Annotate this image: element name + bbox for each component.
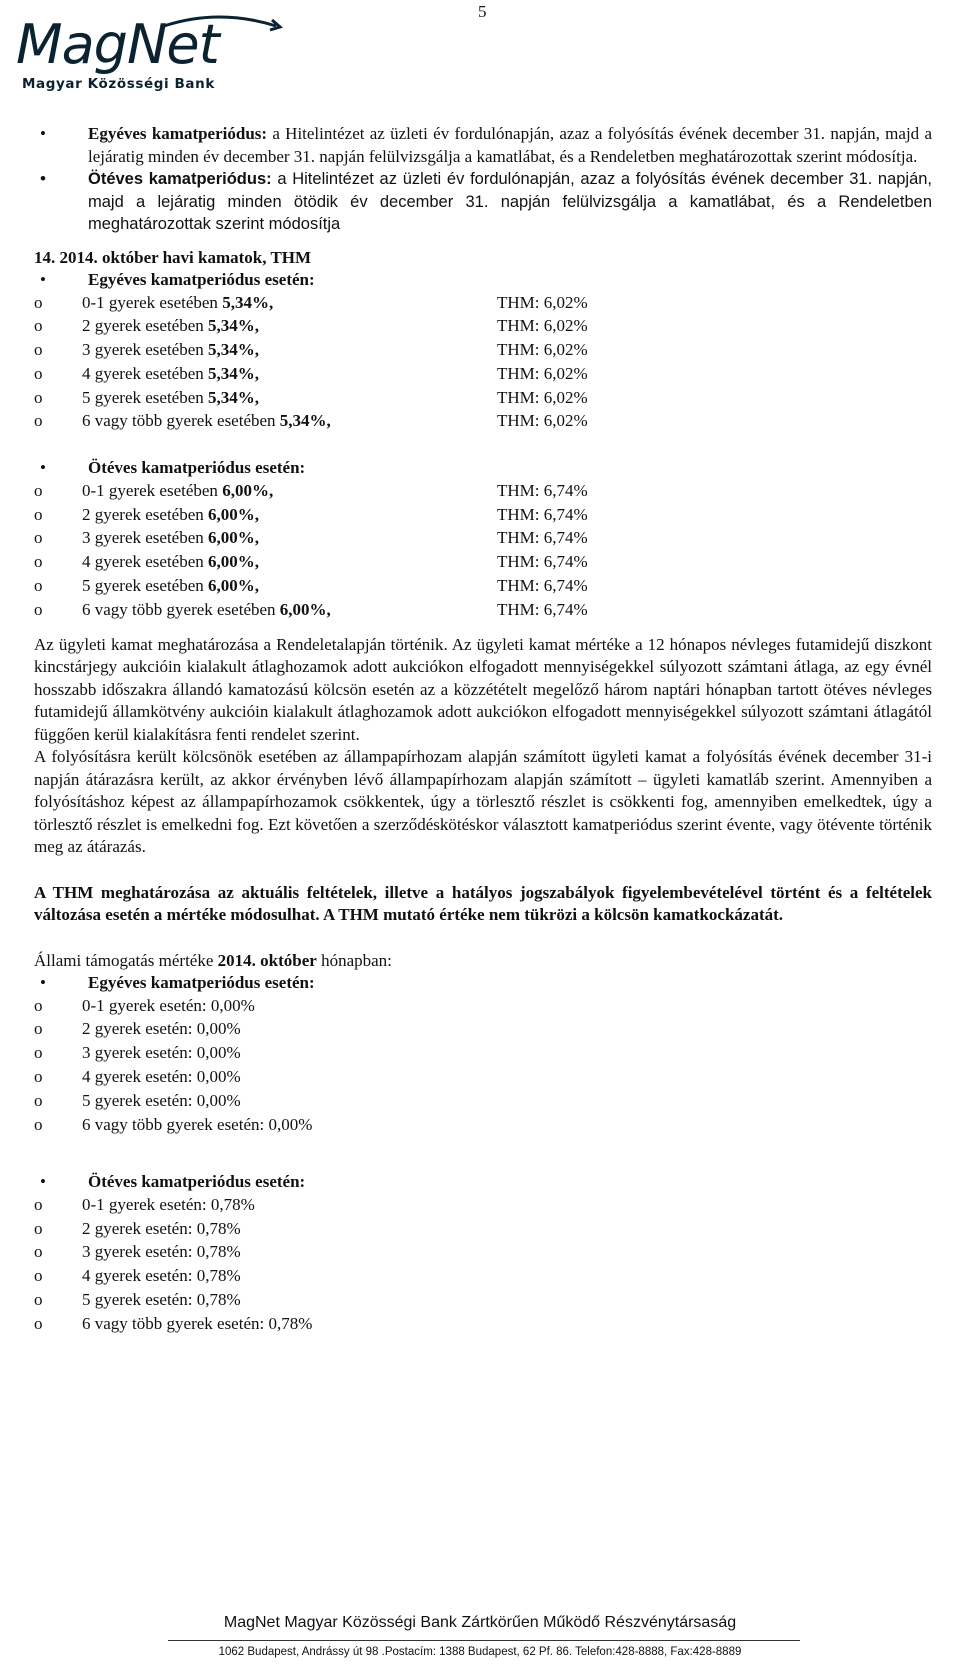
rate-row: o 4 gyerek esetében 6,00%, THM: 6,74% — [34, 551, 932, 575]
logo-wordmark: MagNet — [16, 13, 219, 76]
magnet-logo — [14, 14, 294, 106]
support-row: o 2 gyerek esetén: 0,00% — [34, 1018, 932, 1042]
rate-row: o 2 gyerek esetében 5,34%, THM: 6,02% — [34, 315, 932, 339]
rate-row: o 3 gyerek esetében 6,00%, THM: 6,74% — [34, 527, 932, 551]
rate-row: o 6 vagy több gyerek esetében 6,00%, THM: 6,74% — [34, 599, 932, 623]
rate-row: o 3 gyerek esetében 5,34%, THM: 6,02% — [34, 339, 932, 363]
footer-divider — [168, 1640, 800, 1641]
intro-bullet-2-text: a Hitelintézet az üzleti év fordulónapján, azaz a folyósítás évének december 31. napján, majd a lejáratig minden ötödik év december 31. napján felülvizsgálja a kamatlábat, és a Rendeletben meghatározottak szerint módosítja — [88, 170, 933, 233]
support-row: o 0-1 gyerek esetén: 0,78% — [34, 1194, 932, 1218]
intro-bullet-2 — [34, 168, 932, 236]
footer-company: MagNet Magyar Közösségi Bank Zártkörűen Működő Részvénytársaság — [223, 1614, 737, 1631]
rates-group-1 — [34, 269, 932, 434]
support-row: o 4 gyerek esetén: 0,78% — [34, 1265, 932, 1289]
document-body — [34, 123, 932, 1337]
intro-bullet-2-bold: Ötéves kamatperiódus: — [88, 170, 272, 188]
paragraph-thm-notice: A THM meghatározása az aktuális feltételek, illetve a hatályos jogszabályok figyelembevételével történt és a feltételek változása esetén a mértéke módosulhat. A THM mutató értéke nem tükrözi a kölcsön kamatkockázatát. — [34, 882, 932, 925]
support-row: o 3 gyerek esetén: 0,00% — [34, 1042, 932, 1066]
support-row: o 2 gyerek esetén: 0,78% — [34, 1218, 932, 1242]
support-group-1 — [34, 972, 932, 1137]
support-row: o 4 gyerek esetén: 0,00% — [34, 1066, 932, 1090]
rate-row: o 0-1 gyerek esetében 6,00%, THM: 6,74% — [34, 480, 932, 504]
footer-address: 1062 Budapest, Andrássy út 98 .Postacím: 1388 Budapest, 62 Pf. 86. Telefon:428-8888, Fax:428-8889 — [218, 1646, 742, 1658]
intro-bullet-1-bold: Egyéves kamatperiódus: — [88, 124, 268, 143]
paragraph-interest: Az ügyleti kamat meghatározása a Rendeletalapján történik. Az ügyleti kamat mértéke a 12 hónapos névleges futamidejű diszkont kincstárjegy aukcióin kialakult átlaghozamok adott aukciókon elfogadott mennyiségekkel súlyozott számtani átlaga, az egy évnél hosszabb időszakra állandó kamatozású kölcsön esetén az a közzétételt megelőző három naptári hónapban tartott ötéves névleges futamidejű államkötvény aukcióin kialakult átlaghozamok adott aukciókon elfogadott mennyiségekkel súlyozott számtani átlagától függően kerül kialakításra fenti rendelet szerint. — [34, 634, 932, 744]
rates-group-2 — [34, 457, 932, 622]
support-row: o 6 vagy több gyerek esetén: 0,00% — [34, 1114, 932, 1138]
rate-row: o 2 gyerek esetében 6,00%, THM: 6,74% — [34, 504, 932, 528]
support-group-2-title: • Ötéves kamatperiódus esetén: — [34, 1171, 932, 1194]
rate-row: o 4 gyerek esetében 5,34%, THM: 6,02% — [34, 363, 932, 387]
support-group-1-title: • Egyéves kamatperiódus esetén: — [34, 972, 932, 995]
rates-group-1-title: • Egyéves kamatperiódus esetén: — [34, 269, 932, 292]
intro-bullet-1-text: a Hitelintézet az üzleti év fordulónapján, azaz a folyósítás évének december 31. napján, majd a lejáratig minden év december 31. napján felülvizsgálja a kamatlábat, és a Rendeletben meghatározottak szerint módosítja. — [88, 124, 932, 166]
logo-subtitle: Magyar Közösségi Bank — [22, 76, 215, 92]
rate-row: o 0-1 gyerek esetében 5,34%, THM: 6,02% — [34, 292, 932, 316]
rates-group-2-title: • Ötéves kamatperiódus esetén: — [34, 457, 932, 480]
support-row: o 5 gyerek esetén: 0,00% — [34, 1090, 932, 1114]
paragraph-repricing: A folyósításra került kölcsönök esetében az állampapírhozam alapján számított ügyleti kamat a folyósítás évének december 31-i napján átárazásra került, az akkor érvényben lévő állampapírhozam alapján számított – ügyleti kamatláb szerint. Amennyiben a folyósításhoz képest az állampapírhozamok csökkentek, úgy a törlesztő részlet is csökkenti fog, amennyiben emelkedtek, úgy a törlesztő részlet is emelkedni fog. Ezt követően a szerződéskötéskor választott kamatperiódus szerint évente, vagy ötévente történik meg az átárazás. — [34, 747, 932, 857]
rates-heading: 14. 2014. október havi kamatok, THM — [34, 247, 312, 267]
support-row: o 5 gyerek esetén: 0,78% — [34, 1289, 932, 1313]
support-row: o 0-1 gyerek esetén: 0,00% — [34, 995, 932, 1019]
rate-row: o 5 gyerek esetében 5,34%, THM: 6,02% — [34, 387, 932, 411]
support-group-2 — [34, 1171, 932, 1336]
page-number: 5 — [478, 2, 487, 21]
support-row: o 3 gyerek esetén: 0,78% — [34, 1241, 932, 1265]
intro-bullet-1 — [34, 123, 932, 168]
support-intro: Állami támogatás mértéke 2014. október hónapban: — [34, 950, 392, 970]
rate-row: o 6 vagy több gyerek esetében 5,34%, THM: 6,02% — [34, 410, 932, 434]
support-row: o 6 vagy több gyerek esetén: 0,78% — [34, 1313, 932, 1337]
rate-row: o 5 gyerek esetében 6,00%, THM: 6,74% — [34, 575, 932, 599]
